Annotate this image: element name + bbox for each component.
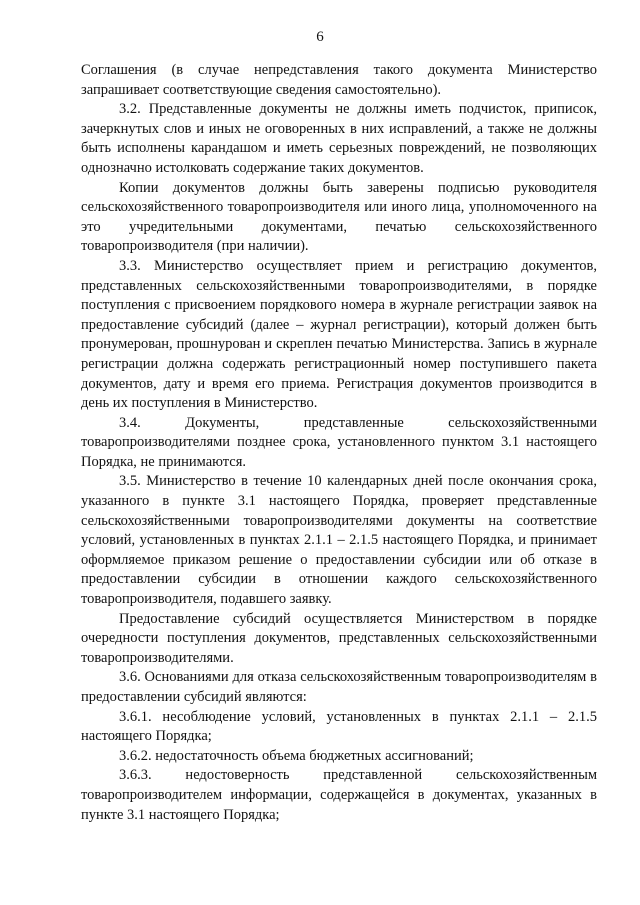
paragraph-copies-certification: Копии документов должны быть заверены подписью руководителя сельскохозяйственного товаропроизводителя или иного лица, уполномоченного на это учредительными документами, печатью сельскохозяйственного товаропроизводителя (при наличии).: [81, 179, 597, 255]
paragraph-3-6: 3.6. Основаниями для отказа сельскохозяйственным товаропроизводителям в предоставлении субсидий являются:: [81, 669, 597, 705]
document-body: [81, 61, 597, 825]
page-number: 6: [316, 29, 324, 45]
paragraph-3-4: 3.4. Документы, представленные сельскохозяйственными товаропроизводителями позднее срока, установленного пунктом 3.1 настоящего Порядка, не принимаются.: [81, 414, 597, 470]
paragraph-subsidy-order: Предоставление субсидий осуществляется Министерством в порядке очередности поступления документов, представленных сельскохозяйственными товаропроизводителями.: [81, 610, 597, 666]
paragraph-3-3: 3.3. Министерство осуществляет прием и регистрацию документов, представленных сельскохозяйственными товаропроизводителями, в порядке поступления с присвоением порядкового номера в журнале регистрации заявок на предоставление субсидий (далее – журнал регистрации), который должен быть пронумерован, прошнурован и скреплен печатью Министерства. Запись в журнале регистрации должна содержать регистрационный номер поступившего пакета документов, дату и время его приема. Регистрация документов производится в день их поступления в Министерство.: [81, 257, 597, 412]
paragraph-3-2: 3.2. Представленные документы не должны иметь подчисток, приписок, зачеркнутых слов и иных не оговоренных в них исправлений, а также не должны быть исполнены карандашом и иметь серьезных повреждений, не позволяющих однозначно истолковать содержание таких документов.: [81, 101, 597, 176]
paragraph-3-5: 3.5. Министерство в течение 10 календарных дней после окончания срока, указанного в пункте 3.1 настоящего Порядка, проверяет представленные сельскохозяйственными товаропроизводителями документы на соответствие условий, установленных в пунктах 2.1.1 – 2.1.5 настоящего Порядка, и принимает оформляемое приказом решение о предоставлении субсидии или об отказе в предоставлении субсидии в отношении каждого сельскохозяйственного товаропроизводителя, подавшего заявку.: [81, 473, 597, 608]
paragraph-3-6-1: 3.6.1. несоблюдение условий, установленных в пунктах 2.1.1 – 2.1.5 настоящего Порядка;: [81, 708, 597, 745]
paragraph-3-6-2: 3.6.2. недостаточность объема бюджетных ассигнований;: [119, 747, 474, 764]
paragraph-agreement-continuation: Соглашения (в случае непредставления такого документа Министерство запрашивает соответствующие сведения самостоятельно).: [81, 62, 597, 98]
paragraph-3-6-3: 3.6.3. недостоверность представленной сельскохозяйственным товаропроизводителем информации, содержащейся в документах, указанных в пункте 3.1 настоящего Порядка;: [81, 767, 597, 823]
